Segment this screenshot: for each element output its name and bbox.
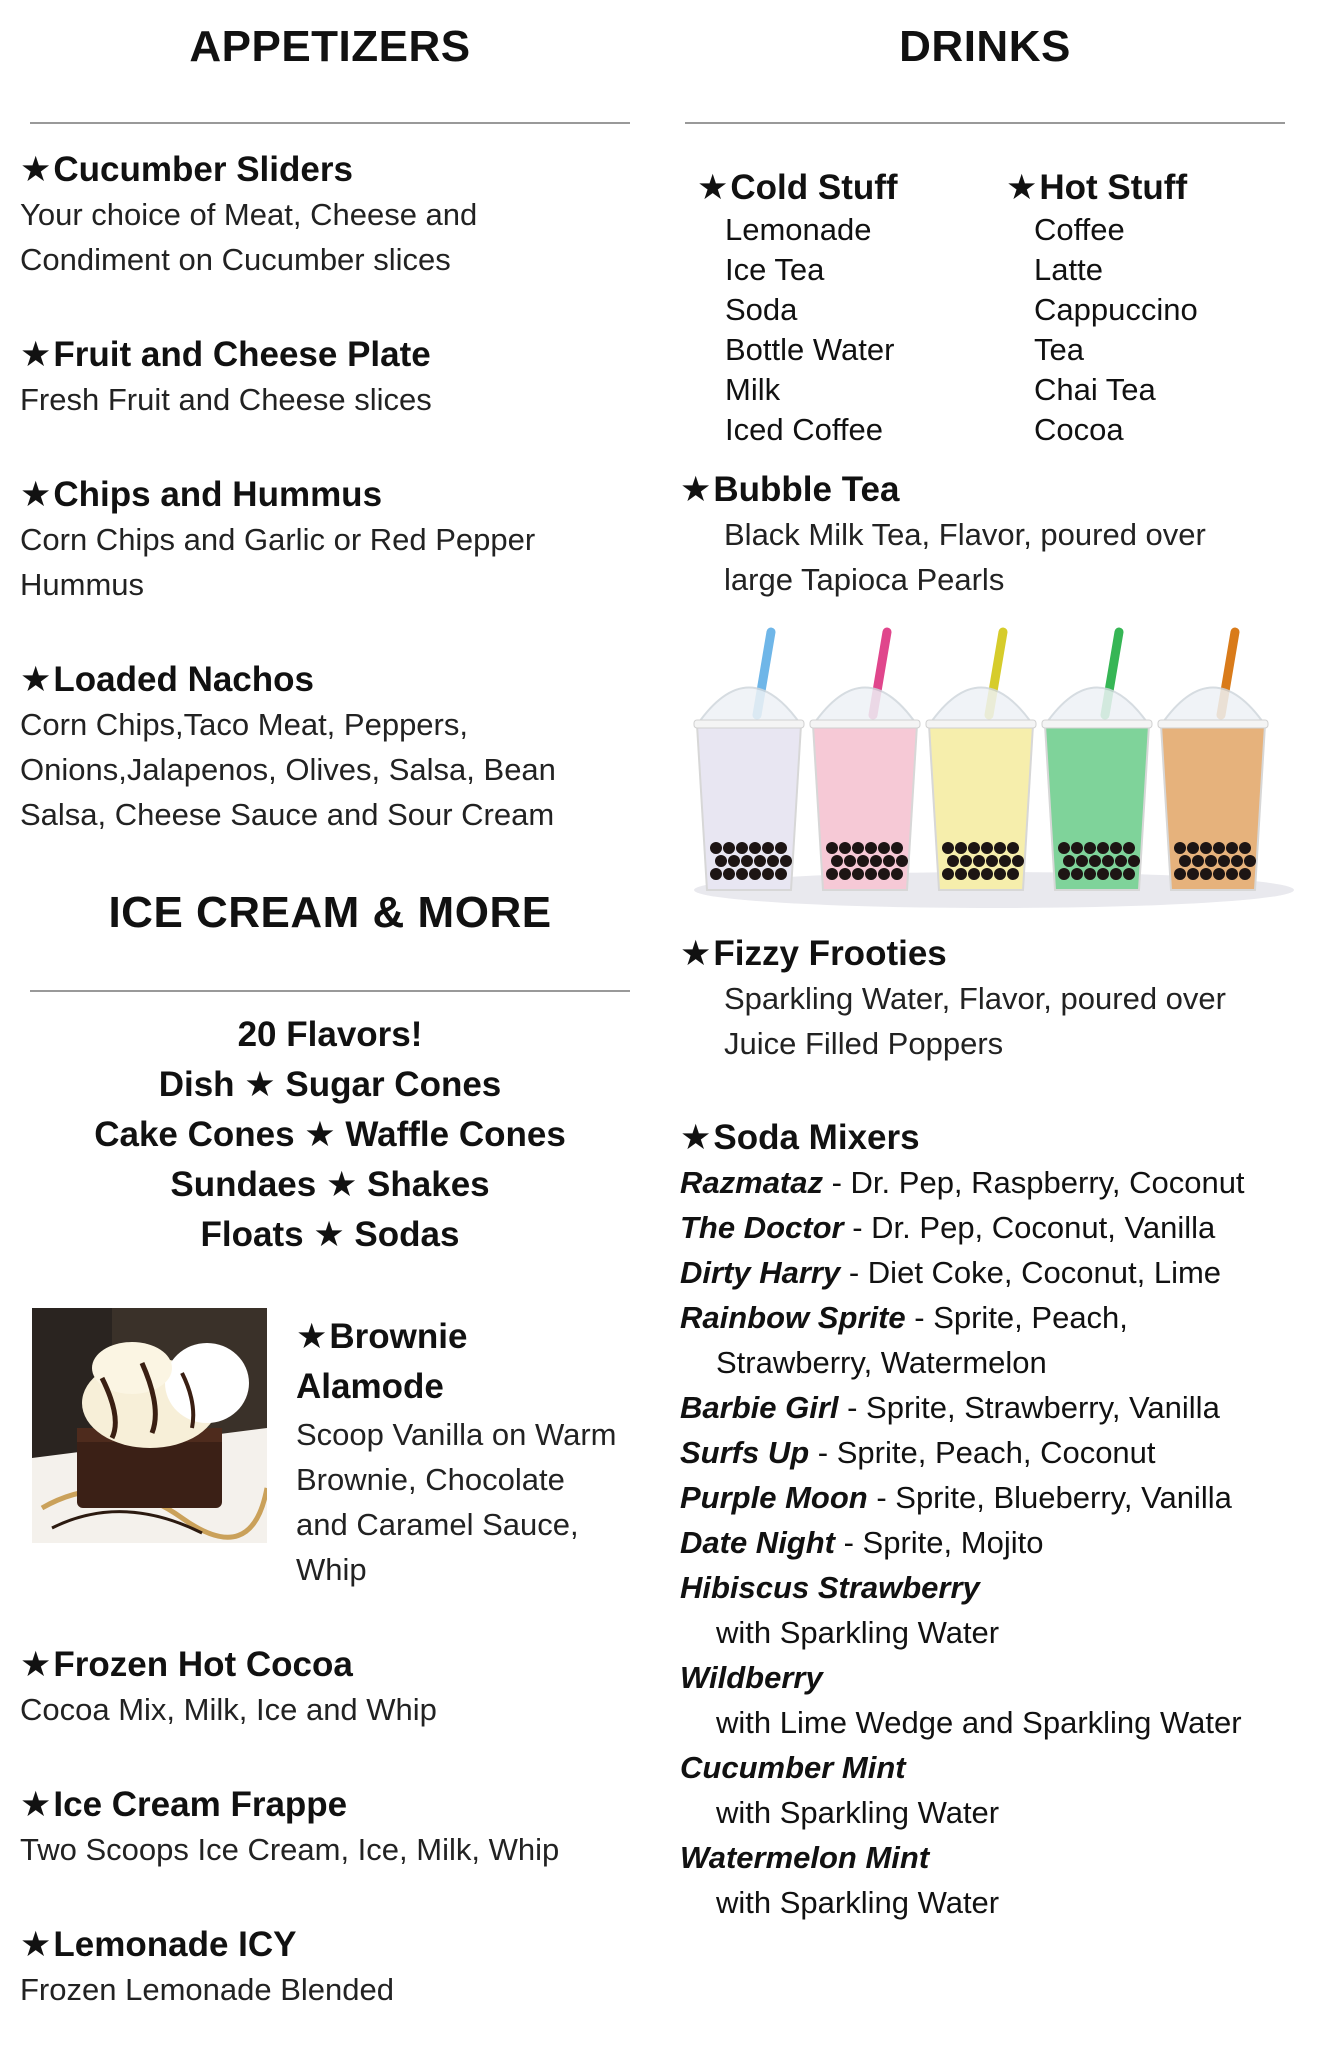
tapioca-pearl <box>723 842 735 854</box>
item-title: Chips and Hummus <box>53 475 383 514</box>
tapioca-pearl <box>1063 855 1075 867</box>
divider <box>685 122 1285 124</box>
brownie-photo <box>32 1308 267 1543</box>
dessert-item <box>20 1783 650 1872</box>
fizzy-frooties-item <box>680 932 1320 1066</box>
mixer-item <box>680 1475 1320 1520</box>
tapioca-pearl <box>1174 868 1186 880</box>
tapioca-pearl <box>955 868 967 880</box>
divider <box>30 122 630 124</box>
tapioca-pearl <box>1007 868 1019 880</box>
divider <box>30 990 630 992</box>
item-title: Lemonade ICY <box>53 1925 297 1964</box>
tapioca-pearl <box>968 842 980 854</box>
tapioca-pearl <box>1097 842 1109 854</box>
tapioca-pearl <box>736 842 748 854</box>
item-title: Loaded Nachos <box>53 660 314 699</box>
icecream-line: Cake Cones ★ Waffle Cones <box>94 1115 566 1154</box>
mixer-item <box>680 1655 1320 1745</box>
tapioca-pearl <box>1187 842 1199 854</box>
mixer-item <box>680 1385 1320 1430</box>
list-item: Soda <box>725 292 798 327</box>
tapioca-pearl <box>1213 868 1225 880</box>
tapioca-pearl <box>710 842 722 854</box>
tapioca-pearl <box>865 842 877 854</box>
mixer-ingredients: - Sprite, Mojito <box>835 1525 1044 1560</box>
item-desc: Your choice of Meat, Cheese and <box>20 197 478 232</box>
tapioca-pearl <box>1187 868 1199 880</box>
tapioca-pearl <box>844 855 856 867</box>
tapioca-pearl <box>728 855 740 867</box>
item-desc: Sparkling Water, Flavor, poured over <box>724 981 1226 1016</box>
tapioca-pearl <box>857 855 869 867</box>
tapioca-pearl <box>749 868 761 880</box>
tapioca-pearl <box>1239 868 1251 880</box>
mixer-name: Barbie Girl <box>680 1390 839 1425</box>
mixer-ingredients: - Sprite, Peach, <box>905 1300 1128 1335</box>
list-item: Cocoa <box>1034 412 1124 447</box>
star-icon: ★ <box>20 1925 52 1964</box>
tapioca-pearl <box>955 842 967 854</box>
item-desc: Two Scoops Ice Cream, Ice, Milk, Whip <box>20 1832 560 1867</box>
soda-mixers <box>680 1116 1320 1925</box>
mixer-item <box>680 1565 1320 1655</box>
tapioca-pearl <box>1012 855 1024 867</box>
cup-rim <box>1158 720 1268 728</box>
tapioca-pearl <box>999 855 1011 867</box>
mixer-item <box>680 1250 1320 1295</box>
tapioca-pearl <box>1076 855 1088 867</box>
tapioca-pearl <box>1200 868 1212 880</box>
tapioca-pearl <box>762 868 774 880</box>
mixer-ingredients: - Sprite, Strawberry, Vanilla <box>838 1390 1220 1425</box>
tapioca-pearl <box>762 842 774 854</box>
tapioca-pearl <box>870 855 882 867</box>
item-desc: Corn Chips,Taco Meat, Peppers, <box>20 707 468 742</box>
tapioca-pearl <box>1071 868 1083 880</box>
tapioca-pearl <box>1174 842 1186 854</box>
tapioca-pearl <box>775 842 787 854</box>
tapioca-pearl <box>741 855 753 867</box>
mixer-name: Purple Moon <box>680 1480 868 1515</box>
tapioca-pearl <box>981 842 993 854</box>
star-icon: ★ <box>20 335 52 374</box>
item-title: Brownie <box>329 1317 468 1356</box>
appetizer-item <box>20 658 650 837</box>
mixer-name: Hibiscus Strawberry <box>680 1570 980 1605</box>
star-icon: ★ <box>20 660 52 699</box>
appetizer-item <box>20 333 650 422</box>
tapioca-pearl <box>942 842 954 854</box>
mixer-ingredients: - Sprite, Blueberry, Vanilla <box>867 1480 1232 1515</box>
list-item: Tea <box>1034 332 1084 367</box>
item-desc: Condiment on Cucumber slices <box>20 242 451 277</box>
tapioca-pearl <box>839 842 851 854</box>
mixer-ingredients: Strawberry, Watermelon <box>716 1345 1047 1380</box>
section-title: Soda Mixers <box>713 1118 920 1157</box>
item-title: Fruit and Cheese Plate <box>53 335 431 374</box>
appetizers-heading: APPETIZERS <box>189 22 471 71</box>
tapioca-pearl <box>968 868 980 880</box>
tapioca-pearl <box>878 868 890 880</box>
item-title: Frozen Hot Cocoa <box>53 1645 353 1684</box>
tapioca-pearl <box>839 868 851 880</box>
icecream-options <box>30 1010 630 1260</box>
cup-rim <box>694 720 804 728</box>
tapioca-pearl <box>1110 868 1122 880</box>
mixer-item <box>680 1430 1320 1475</box>
tapioca-pearl <box>710 868 722 880</box>
item-desc: Cocoa Mix, Milk, Ice and Whip <box>20 1692 437 1727</box>
item-desc: Fresh Fruit and Cheese slices <box>20 382 432 417</box>
tapioca-pearl <box>994 868 1006 880</box>
dessert-item <box>20 1643 650 1732</box>
brownie-item <box>296 1312 656 1592</box>
item-desc: Whip <box>296 1552 367 1587</box>
mixer-ingredients: with Sparkling Water <box>716 1615 1000 1650</box>
list-item: Cappuccino <box>1034 292 1198 327</box>
mixer-name: Rainbow Sprite <box>680 1300 906 1335</box>
mixer-name: Surfs Up <box>680 1435 810 1470</box>
tapioca-pearl <box>767 855 779 867</box>
tapioca-pearl <box>1192 855 1204 867</box>
list-item: Iced Coffee <box>725 412 883 447</box>
mixer-ingredients: with Lime Wedge and Sparkling Water <box>716 1705 1242 1740</box>
star-icon: ★ <box>697 168 729 207</box>
tapioca-pearl <box>1084 868 1096 880</box>
tapioca-pearl <box>878 842 890 854</box>
tapioca-pearl <box>1123 868 1135 880</box>
tapioca-pearl <box>852 842 864 854</box>
star-icon: ★ <box>680 1118 712 1157</box>
icecream-line: Dish ★ Sugar Cones <box>158 1065 502 1104</box>
item-desc: Scoop Vanilla on Warm <box>296 1417 617 1452</box>
tapioca-pearl <box>986 855 998 867</box>
mixer-ingredients: with Sparkling Water <box>716 1795 1000 1830</box>
section-title: Cold Stuff <box>730 168 898 207</box>
section-title: Hot Stuff <box>1039 168 1188 207</box>
mixer-ingredients: with Sparkling Water <box>716 1885 1000 1920</box>
star-icon: ★ <box>680 470 712 509</box>
tapioca-pearl <box>1200 842 1212 854</box>
tapioca-pearl <box>852 868 864 880</box>
tapioca-pearl <box>1179 855 1191 867</box>
item-title: Bubble Tea <box>713 470 900 509</box>
drinks-heading: DRINKS <box>899 22 1071 71</box>
list-item: Latte <box>1034 252 1103 287</box>
tapioca-pearl <box>780 855 792 867</box>
tapioca-pearl <box>883 855 895 867</box>
tapioca-pearl <box>1244 855 1256 867</box>
mixer-name: Watermelon Mint <box>680 1840 930 1875</box>
mixer-name: Date Night <box>680 1525 835 1560</box>
tapioca-pearl <box>1058 868 1070 880</box>
tapioca-pearl <box>723 868 735 880</box>
tapioca-pearl <box>1115 855 1127 867</box>
item-title: Ice Cream Frappe <box>53 1785 348 1824</box>
tapioca-pearl <box>715 855 727 867</box>
dessert-item <box>20 1923 650 2012</box>
icecream-line: Floats ★ Sodas <box>200 1215 460 1254</box>
icecream-line: Sundaes ★ Shakes <box>170 1165 490 1204</box>
list-item: Chai Tea <box>1034 372 1156 407</box>
tapioca-pearl <box>1102 855 1114 867</box>
mixer-item <box>680 1745 1320 1835</box>
cup-rim <box>810 720 920 728</box>
mixer-item <box>680 1835 1320 1925</box>
tapioca-pearl <box>1058 842 1070 854</box>
item-desc: Salsa, Cheese Sauce and Sour Cream <box>20 797 555 832</box>
mixer-name: Dirty Harry <box>680 1255 841 1290</box>
tapioca-pearl <box>1231 855 1243 867</box>
item-desc: Black Milk Tea, Flavor, poured over <box>724 517 1206 552</box>
item-desc: Juice Filled Poppers <box>724 1026 1004 1061</box>
tapioca-pearl <box>1007 842 1019 854</box>
list-item: Lemonade <box>725 212 872 247</box>
cup-rim <box>926 720 1036 728</box>
tapioca-pearl <box>775 868 787 880</box>
list-item: Milk <box>725 372 781 407</box>
mixer-name: Razmataz <box>680 1165 823 1200</box>
tapioca-pearl <box>749 842 761 854</box>
tapioca-pearl <box>1084 842 1096 854</box>
tapioca-pearl <box>831 855 843 867</box>
item-title: Alamode <box>296 1367 444 1406</box>
tapioca-pearl <box>947 855 959 867</box>
tapioca-pearl <box>1226 842 1238 854</box>
star-icon: ★ <box>20 150 52 189</box>
bubble-tea-photo <box>687 620 1302 915</box>
mixer-item <box>680 1160 1320 1205</box>
mixer-name: Wildberry <box>680 1660 823 1695</box>
hot-stuff <box>1006 166 1306 450</box>
tapioca-pearl <box>1239 842 1251 854</box>
appetizer-item <box>20 148 650 282</box>
star-icon: ★ <box>1006 168 1038 207</box>
cold-list <box>697 210 997 450</box>
appetizer-item <box>20 473 650 607</box>
tapioca-pearl <box>1226 868 1238 880</box>
mixer-ingredients: - Sprite, Peach, Coconut <box>809 1435 1156 1470</box>
tapioca-pearl <box>1071 842 1083 854</box>
tapioca-pearl <box>1089 855 1101 867</box>
icecream-heading: ICE CREAM & MORE <box>108 888 552 937</box>
mixer-item <box>680 1520 1320 1565</box>
star-icon: ★ <box>680 934 712 973</box>
cup-rim <box>1042 720 1152 728</box>
cold-stuff <box>697 166 997 450</box>
item-desc: Frozen Lemonade Blended <box>20 1972 394 2007</box>
tapioca-pearl <box>754 855 766 867</box>
item-title: Fizzy Frooties <box>713 934 947 973</box>
mixer-ingredients: - Diet Coke, Coconut, Lime <box>840 1255 1222 1290</box>
tapioca-pearl <box>891 868 903 880</box>
item-desc: Onions,Jalapenos, Olives, Salsa, Bean <box>20 752 556 787</box>
tapioca-pearl <box>1213 842 1225 854</box>
star-icon: ★ <box>20 1785 52 1824</box>
tapioca-pearl <box>1218 855 1230 867</box>
mixer-name: The Doctor <box>680 1210 844 1245</box>
star-icon: ★ <box>296 1317 328 1356</box>
tapioca-pearl <box>896 855 908 867</box>
tapioca-pearl <box>1205 855 1217 867</box>
tapioca-pearl <box>973 855 985 867</box>
tapioca-pearl <box>891 842 903 854</box>
mixer-item <box>680 1295 1320 1385</box>
list-item: Bottle Water <box>725 332 895 367</box>
tapioca-pearl <box>1128 855 1140 867</box>
tapioca-pearl <box>826 842 838 854</box>
icecream-line: 20 Flavors! <box>237 1015 423 1054</box>
item-desc: and Caramel Sauce, <box>296 1507 579 1542</box>
mixer-ingredients: - Dr. Pep, Raspberry, Coconut <box>823 1165 1245 1200</box>
star-icon: ★ <box>20 1645 52 1684</box>
list-item: Coffee <box>1034 212 1125 247</box>
tapioca-pearl <box>1097 868 1109 880</box>
tapioca-pearl <box>942 868 954 880</box>
star-icon: ★ <box>20 475 52 514</box>
tapioca-pearl <box>826 868 838 880</box>
tapioca-pearl <box>1123 842 1135 854</box>
tapioca-pearl <box>1110 842 1122 854</box>
tapioca-pearl <box>960 855 972 867</box>
item-desc: Brownie, Chocolate <box>296 1462 565 1497</box>
item-desc: large Tapioca Pearls <box>724 562 1005 597</box>
hot-list <box>1006 210 1306 450</box>
mixer-name: Cucumber Mint <box>680 1750 906 1785</box>
item-title: Cucumber Sliders <box>53 150 353 189</box>
tapioca-pearl <box>981 868 993 880</box>
item-desc: Hummus <box>20 567 145 602</box>
item-desc: Corn Chips and Garlic or Red Pepper <box>20 522 536 557</box>
tapioca-pearl <box>736 868 748 880</box>
mixer-item <box>680 1205 1320 1250</box>
bubble-tea-item <box>680 468 1320 602</box>
mixer-ingredients: - Dr. Pep, Coconut, Vanilla <box>843 1210 1216 1245</box>
tapioca-pearl <box>865 868 877 880</box>
mixer-list <box>680 1160 1320 1925</box>
list-item: Ice Tea <box>725 252 825 287</box>
tapioca-pearl <box>994 842 1006 854</box>
